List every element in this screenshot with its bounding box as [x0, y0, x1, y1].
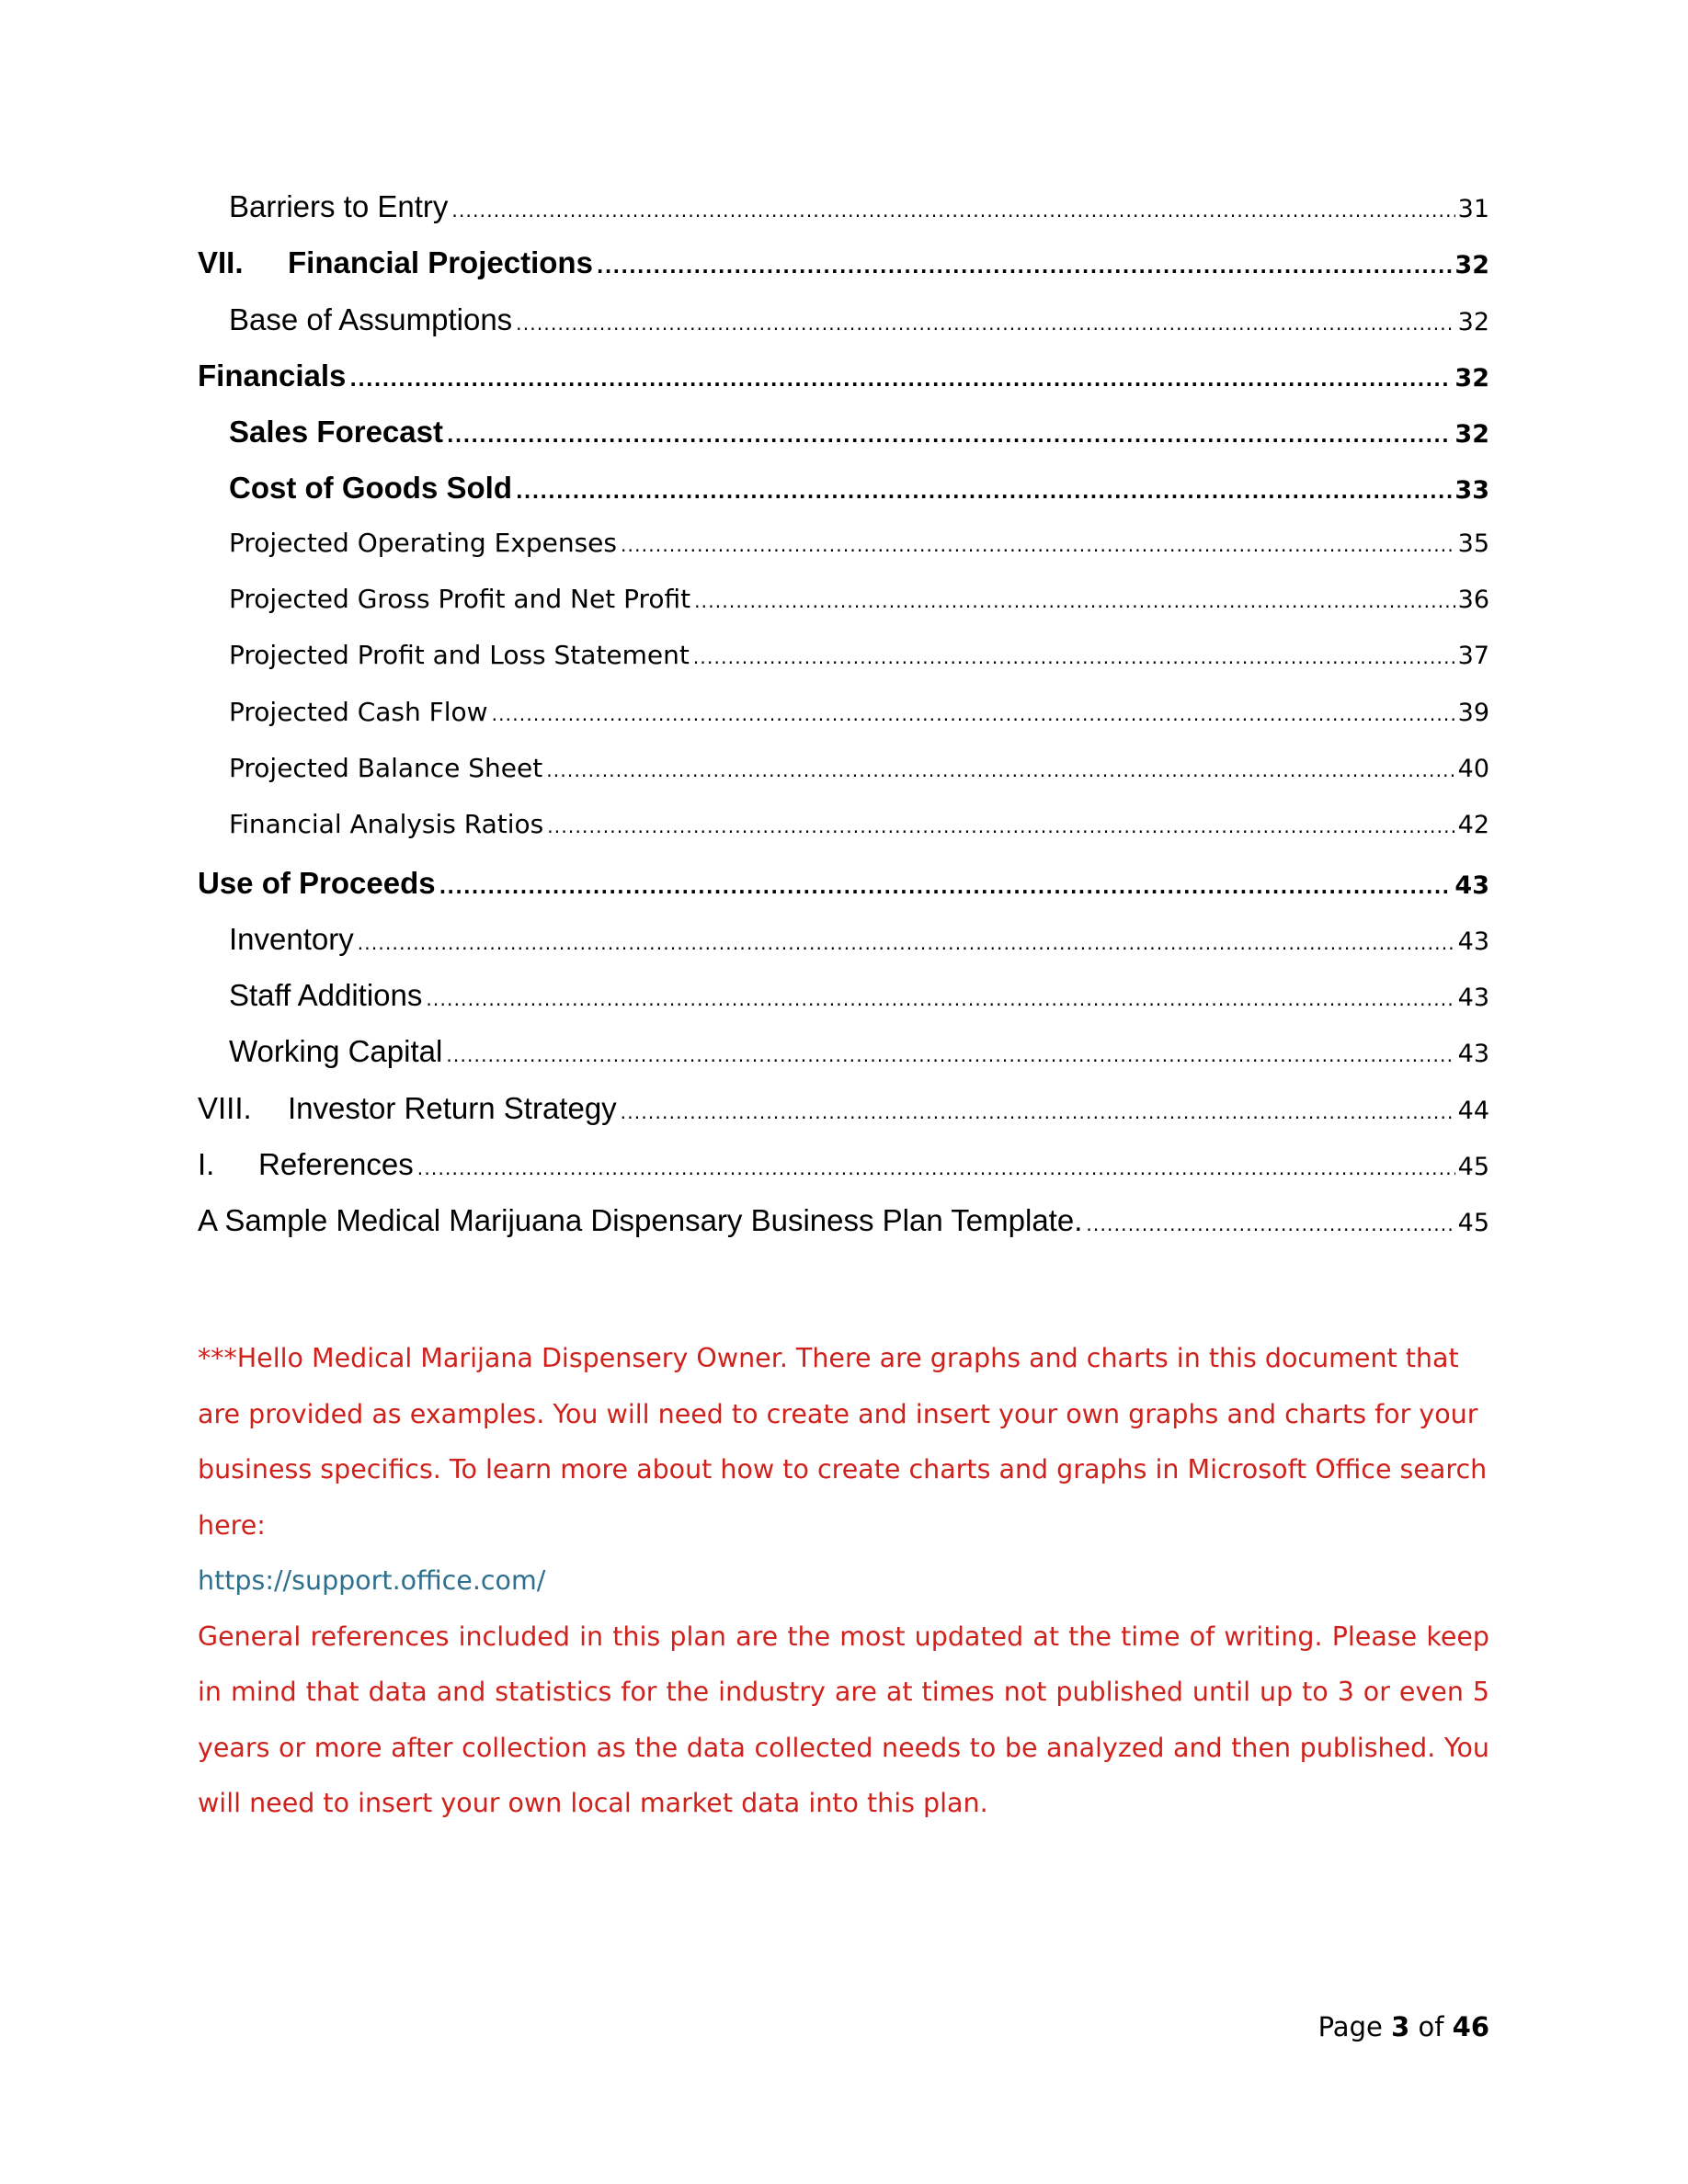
toc-entry-page-number: 43	[1457, 984, 1489, 1013]
toc-dot-leader	[621, 1101, 1455, 1123]
toc-dot-leader	[516, 313, 1454, 335]
toc-entry-page-number: 31	[1457, 195, 1489, 223]
toc-entry[interactable]	[198, 1147, 1489, 1203]
toc-entry-page-number: 37	[1457, 642, 1489, 671]
toc-entry-title: A Sample Medical Marijuana Dispensary Business Plan Template.	[198, 1203, 1083, 1238]
toc-entry[interactable]	[198, 358, 1489, 415]
toc-dot-leader	[358, 932, 1455, 954]
toc-dot-leader	[621, 534, 1455, 556]
toc-dot-leader	[439, 876, 1453, 898]
toc-entry[interactable]	[198, 1034, 1489, 1090]
toc-entry-number: VIII.	[198, 1090, 252, 1125]
toc-entry-page-number: 32	[1457, 307, 1489, 336]
toc-entry-page-number: 32	[1454, 251, 1489, 280]
toc-entry-title: Investor Return Strategy	[288, 1090, 617, 1125]
support-link[interactable]: https://support.office.com/	[198, 1565, 546, 1596]
toc-entry[interactable]	[198, 809, 1489, 865]
toc-entry-page-number: 33	[1454, 476, 1489, 506]
toc-entry[interactable]	[198, 1203, 1489, 1259]
toc-entry[interactable]	[198, 302, 1489, 358]
toc-entry-page-number: 39	[1457, 698, 1489, 727]
toc-entry[interactable]	[198, 1091, 1489, 1147]
toc-entry-page-number: 35	[1457, 529, 1489, 558]
toc-dot-leader	[492, 703, 1455, 725]
toc-entry-title: Projected Profit and Loss Statement	[229, 640, 690, 671]
instruction-note	[198, 1331, 1489, 1832]
toc-entry-title: Financials	[198, 358, 347, 392]
toc-entry[interactable]	[198, 697, 1489, 753]
toc-entry-page-number: 43	[1454, 870, 1489, 900]
toc-entry-title: Projected Balance Sheet	[229, 752, 543, 783]
note-paragraph-2: General references included in this plan are the most updated at the time of writing. Please keep in mind that data and statistics for the industry are at times not published until up to 3 or even 5 years or more after collection as the data collected needs to be analyzed and then published. You will need to insert your own local market data into this plan.	[198, 1621, 1489, 1818]
footer-current-page: 3	[1391, 2011, 1410, 2042]
toc-entry-number: VII.	[198, 245, 244, 280]
toc-entry-number: I.	[198, 1147, 215, 1182]
toc-entry-title: Cost of Goods Sold	[229, 471, 512, 506]
toc-entry-page-number: 42	[1457, 811, 1489, 840]
page-footer	[1318, 2011, 1489, 2042]
toc-entry-page-number: 45	[1457, 1153, 1489, 1182]
note-paragraph-1: ***Hello Medical Marijana Dispensery Owner. There are graphs and charts in this document that are provided as examples. You will need to create and insert your own graphs and charts for your business specifics. To learn more about how to create charts and graphs in Microsoft Office search here:	[198, 1343, 1488, 1541]
toc-entry-page-number: 43	[1457, 1040, 1489, 1069]
toc-dot-leader	[417, 1157, 1455, 1179]
toc-entry-title: Projected Cash Flow	[229, 696, 488, 727]
toc-entry-title: Financial Analysis Ratios	[229, 809, 544, 840]
toc-entry[interactable]	[198, 189, 1489, 245]
toc-entry-title: Projected Operating Expenses	[229, 527, 617, 558]
toc-dot-leader	[693, 646, 1455, 668]
toc-dot-leader	[1086, 1213, 1454, 1235]
toc-entry-page-number: 32	[1454, 363, 1489, 392]
toc-entry[interactable]	[198, 528, 1489, 584]
toc-entry-page-number: 44	[1457, 1096, 1489, 1125]
toc-dot-leader	[426, 988, 1454, 1010]
toc-entry-page-number: 36	[1457, 586, 1489, 615]
toc-entry[interactable]	[198, 922, 1489, 978]
toc-entry-title: References	[258, 1147, 414, 1182]
toc-entry[interactable]	[198, 584, 1489, 640]
toc-entry-title: Projected Gross Profit and Net Profit	[229, 584, 691, 615]
toc-entry-page-number: 40	[1457, 754, 1489, 783]
toc-entry[interactable]	[198, 978, 1489, 1034]
toc-entry[interactable]	[198, 471, 1489, 527]
footer-prefix: Page	[1317, 2011, 1383, 2042]
toc-entry[interactable]	[198, 415, 1489, 471]
footer-of: of	[1418, 2011, 1444, 2042]
toc-entry-page-number: 43	[1457, 927, 1489, 956]
toc-dot-leader	[694, 590, 1455, 612]
toc-entry-title: Working Capital	[229, 1034, 443, 1069]
toc-dot-leader	[597, 256, 1453, 278]
toc-entry-page-number: 45	[1457, 1209, 1489, 1238]
toc-entry-title: Use of Proceeds	[198, 865, 436, 900]
toc-entry-title: Base of Assumptions	[229, 301, 513, 336]
toc-dot-leader	[451, 199, 1454, 222]
toc-entry-title: Barriers to Entry	[229, 189, 449, 223]
toc-dot-leader	[516, 481, 1452, 503]
toc-entry[interactable]	[198, 245, 1489, 301]
toc-dot-leader	[447, 425, 1452, 447]
toc-dot-leader	[446, 1044, 1454, 1066]
toc-entry[interactable]	[198, 640, 1489, 696]
toc-dot-leader	[547, 815, 1454, 837]
toc-entry-title: Inventory	[229, 921, 354, 956]
toc-entry[interactable]	[198, 753, 1489, 809]
toc-entry-title: Financial Projections	[288, 245, 593, 280]
toc-entry-title: Staff Additions	[229, 978, 423, 1013]
footer-total-pages: 46	[1452, 2011, 1489, 2042]
table-of-contents	[198, 189, 1489, 1260]
toc-entry-title: Sales Forecast	[229, 415, 443, 449]
toc-entry-page-number: 32	[1454, 420, 1489, 449]
toc-dot-leader	[546, 759, 1454, 781]
toc-dot-leader	[349, 369, 1452, 391]
toc-entry[interactable]	[198, 866, 1489, 922]
